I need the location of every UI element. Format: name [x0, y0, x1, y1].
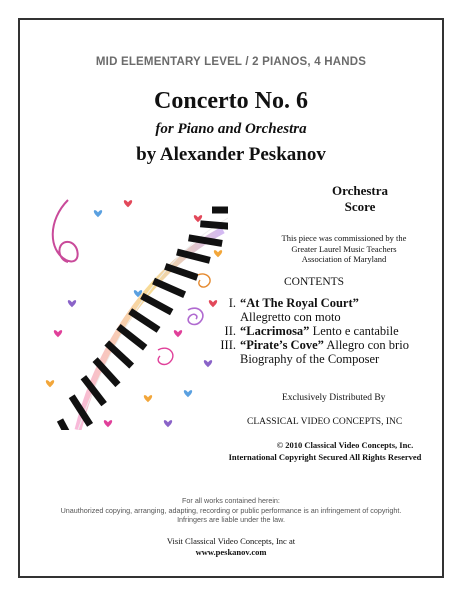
item-tempo: Allegretto con moto	[240, 310, 341, 324]
score-type	[325, 183, 395, 215]
composer-name: by Alexander Peskanov	[136, 144, 326, 165]
copyright-line1: © 2010 Classical Video Concepts, Inc.	[276, 440, 414, 450]
score-type-line2: Score	[344, 199, 376, 214]
distribution-label: Exclusively Distributed By	[282, 393, 386, 403]
piano-keys-hearts-art	[38, 180, 228, 430]
website-link[interactable]: www.peskanov.com	[195, 546, 267, 557]
heart-icon	[104, 420, 112, 427]
visit-note	[20, 536, 442, 557]
contents-item	[216, 296, 442, 310]
contents-item	[216, 338, 442, 352]
heart-icon	[204, 360, 212, 367]
commission-line2: Greater Laurel Music Teachers	[291, 243, 397, 254]
black-key	[116, 324, 147, 351]
level-label: MID ELEMENTARY LEVEL / 2 PIANOS, 4 HANDS	[95, 56, 367, 68]
contents-extra	[216, 352, 442, 366]
heart-icon	[214, 250, 222, 257]
heart-icon	[174, 330, 182, 337]
heart-icon	[54, 330, 62, 337]
legal-line1: For all works contained herein:	[182, 496, 280, 505]
black-key	[200, 220, 228, 230]
commission-note	[258, 233, 430, 265]
commission-line3: Association of Maryland	[301, 254, 387, 264]
item-tempo: Allegro con brio	[323, 338, 409, 352]
biography-item: Biography of the Composer	[240, 352, 380, 366]
black-key	[140, 293, 173, 315]
black-key	[212, 207, 228, 214]
visit-line: Visit Classical Video Concepts, Inc at	[166, 536, 296, 546]
heart-icon	[94, 210, 102, 217]
legal-line3: Infringers are liable under the law.	[177, 515, 285, 524]
distributor-name: CLASSICAL VIDEO CONCEPTS, INC	[247, 417, 403, 427]
heart-icon	[184, 390, 192, 397]
black-key	[128, 308, 160, 333]
document-page	[18, 18, 444, 578]
item-title: “Lacrimosa”	[240, 324, 310, 338]
item-tempo: Lento e cantabile	[309, 324, 399, 338]
contents-list	[216, 296, 442, 366]
copyright-line2: International Copyright Secured All Rights Reserved	[228, 452, 422, 462]
heart-icon	[144, 395, 152, 402]
commission-line1: This piece was commissioned by the	[281, 233, 407, 243]
heart-icon	[164, 420, 172, 427]
legal-notice	[20, 496, 442, 525]
heart-icon	[46, 380, 54, 387]
subtitle: for Piano and Orchestra	[155, 121, 307, 137]
item-title: “Pirate’s Cove”	[240, 338, 324, 352]
heart-icon	[68, 300, 76, 307]
item-number: I.	[228, 296, 236, 310]
item-number: II.	[224, 324, 236, 338]
contents-item	[216, 324, 442, 338]
item-title: “At The Royal Court”	[240, 296, 359, 310]
legal-line2: Unauthorized copying, arranging, adapting, recording or public performance is an infringement of copyright.	[60, 505, 402, 515]
treble-swirl	[53, 200, 78, 262]
black-key	[152, 278, 186, 298]
heart-icon	[124, 200, 132, 207]
contents-heading: CONTENTS	[284, 276, 345, 288]
item-number: III.	[220, 338, 236, 352]
page-title: Concerto No. 6	[154, 88, 308, 114]
contents-item-tempo	[216, 310, 442, 324]
score-type-line1: Orchestra	[331, 183, 389, 198]
